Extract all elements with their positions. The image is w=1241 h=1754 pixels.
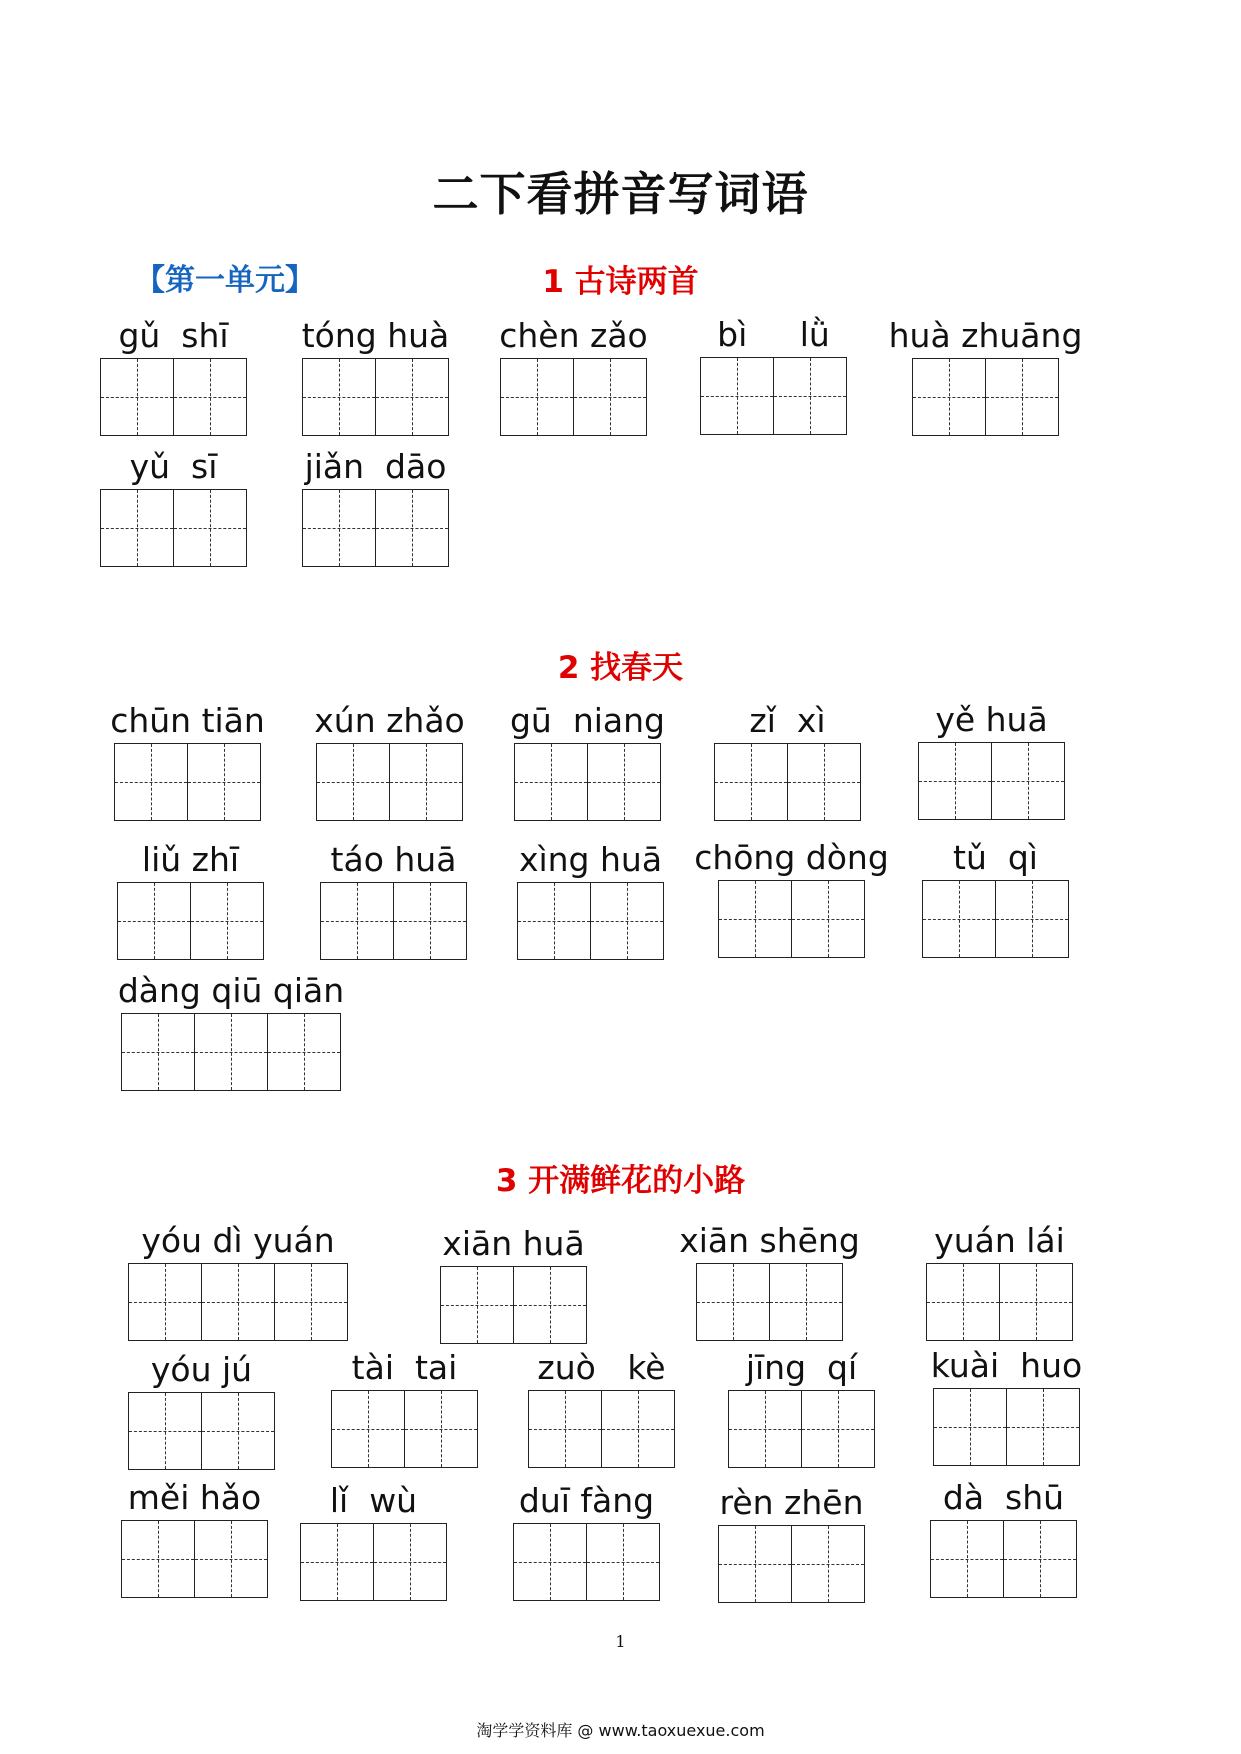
word-entry <box>440 1224 587 1344</box>
tianzige-box <box>587 1523 660 1601</box>
tianzige-box <box>100 489 174 567</box>
pinyin-label: kuài huo <box>930 1346 1083 1385</box>
tianzige-box <box>376 358 449 436</box>
word-entry <box>930 1346 1083 1466</box>
word-entry <box>117 971 345 1091</box>
tianzige-box <box>302 358 376 436</box>
tianzige-box <box>316 743 390 821</box>
word-entry <box>499 316 648 436</box>
word-entry <box>331 1348 478 1468</box>
writing-boxes <box>926 1263 1073 1341</box>
tianzige-box <box>718 880 792 958</box>
tianzige-box <box>714 743 788 821</box>
word-entry <box>513 1481 660 1601</box>
writing-boxes <box>918 742 1065 820</box>
tianzige-box <box>405 1390 478 1468</box>
tianzige-box <box>331 1390 405 1468</box>
word-entry <box>128 1350 275 1470</box>
writing-boxes <box>922 880 1069 958</box>
pinyin-label: tóng huà <box>301 316 450 355</box>
tianzige-box <box>121 1013 195 1091</box>
tianzige-box <box>926 1263 1000 1341</box>
pinyin-label: yóu jú <box>150 1350 253 1389</box>
tianzige-box <box>128 1392 202 1470</box>
pinyin-label: chōng dòng <box>694 838 889 877</box>
pinyin-label: yuán lái <box>934 1221 1065 1260</box>
pinyin-label: yǔ sī <box>129 447 218 486</box>
pinyin-label: jīng qí <box>745 1348 858 1387</box>
pinyin-label: zuò kè <box>537 1348 666 1387</box>
tianzige-box <box>302 489 376 567</box>
writing-boxes <box>128 1263 348 1341</box>
tianzige-box <box>202 1263 275 1341</box>
tianzige-box <box>1007 1388 1080 1466</box>
lesson-title-3: 3 开满鲜花的小路 <box>495 1163 746 1199</box>
tianzige-box <box>195 1013 268 1091</box>
writing-boxes <box>302 358 449 436</box>
writing-boxes <box>331 1390 478 1468</box>
pinyin-label: jiǎn dāo <box>304 447 447 486</box>
word-entry <box>888 316 1083 436</box>
word-entry <box>714 701 861 821</box>
tianzige-box <box>300 1523 374 1601</box>
pinyin-label: gǔ shī <box>118 316 229 355</box>
word-entry <box>117 840 264 960</box>
pinyin-label: lǐ wù <box>329 1481 418 1520</box>
writing-boxes <box>728 1390 875 1468</box>
pinyin-label: xún zhǎo <box>314 701 465 740</box>
tianzige-box <box>114 743 188 821</box>
tianzige-box <box>394 882 467 960</box>
page-number: 1 <box>615 1632 626 1651</box>
word-entry <box>300 1481 447 1601</box>
writing-boxes <box>316 743 463 821</box>
writing-boxes <box>718 1525 865 1603</box>
tianzige-box <box>992 742 1065 820</box>
tianzige-box <box>202 1392 275 1470</box>
pinyin-label: táo huā <box>330 840 457 879</box>
tianzige-box <box>788 743 861 821</box>
tianzige-box <box>513 1523 587 1601</box>
word-entry <box>110 701 265 821</box>
writing-boxes <box>128 1392 275 1470</box>
word-entry <box>320 840 467 960</box>
word-entry <box>922 838 1069 958</box>
tianzige-box <box>514 743 588 821</box>
tianzige-box <box>912 358 986 436</box>
pinyin-label: dàng qiū qiān <box>117 971 345 1010</box>
tianzige-box <box>718 1525 792 1603</box>
lesson-title-2: 2 找春天 <box>557 650 684 686</box>
writing-boxes <box>933 1388 1080 1466</box>
writing-boxes <box>320 882 467 960</box>
tianzige-box <box>728 1390 802 1468</box>
tianzige-box <box>275 1263 348 1341</box>
pinyin-label: xiān huā <box>442 1224 585 1263</box>
tianzige-box <box>792 1525 865 1603</box>
tianzige-box <box>1000 1263 1073 1341</box>
pinyin-label: tǔ qì <box>953 838 1038 877</box>
word-entry <box>302 447 449 567</box>
pinyin-label: bì lǜ <box>717 315 830 354</box>
tianzige-box <box>514 1266 587 1344</box>
writing-boxes <box>513 1523 660 1601</box>
writing-boxes <box>302 489 449 567</box>
word-entry <box>301 316 450 436</box>
tianzige-box <box>986 358 1059 436</box>
tianzige-box <box>440 1266 514 1344</box>
tianzige-box <box>574 358 647 436</box>
word-entry <box>121 1478 268 1598</box>
writing-boxes <box>117 882 264 960</box>
tianzige-box <box>390 743 463 821</box>
word-entry <box>718 1483 865 1603</box>
pinyin-label: chèn zǎo <box>499 316 648 355</box>
tianzige-box <box>121 1520 195 1598</box>
tianzige-box <box>191 882 264 960</box>
pinyin-label: chūn tiān <box>110 701 265 740</box>
tianzige-box <box>528 1390 602 1468</box>
word-entry <box>128 1221 348 1341</box>
tianzige-box <box>996 880 1069 958</box>
writing-boxes <box>114 743 261 821</box>
word-entry <box>728 1348 875 1468</box>
writing-boxes <box>700 357 847 435</box>
pinyin-label: dà shū <box>942 1478 1065 1517</box>
tianzige-box <box>195 1520 268 1598</box>
word-entry <box>314 701 465 821</box>
page-title: 二下看拼音写词语 <box>432 167 809 221</box>
pinyin-label: měi hǎo <box>127 1478 262 1517</box>
tianzige-box <box>591 882 664 960</box>
writing-boxes <box>100 489 247 567</box>
tianzige-box <box>930 1520 1004 1598</box>
pinyin-label: liǔ zhī <box>141 840 240 879</box>
pinyin-label: xiān shēng <box>679 1221 860 1260</box>
tianzige-box <box>774 357 847 435</box>
tianzige-box <box>770 1263 843 1341</box>
lesson-title-1: 1 古诗两首 <box>542 264 699 300</box>
writing-boxes <box>912 358 1059 436</box>
writing-boxes <box>517 882 664 960</box>
word-entry <box>509 701 665 821</box>
word-entry <box>694 838 889 958</box>
writing-boxes <box>500 358 647 436</box>
writing-boxes <box>440 1266 587 1344</box>
writing-boxes <box>696 1263 843 1341</box>
word-entry <box>926 1221 1073 1341</box>
tianzige-box <box>174 358 247 436</box>
footer-watermark: 淘学学资料库 @ www.taoxuexue.com <box>476 1721 765 1740</box>
word-entry <box>930 1478 1077 1598</box>
word-entry <box>700 315 847 435</box>
writing-boxes <box>300 1523 447 1601</box>
writing-boxes <box>718 880 865 958</box>
pinyin-label: xìng huā <box>518 840 663 879</box>
tianzige-box <box>696 1263 770 1341</box>
pinyin-label: duī fàng <box>518 1481 655 1520</box>
writing-boxes <box>528 1390 675 1468</box>
tianzige-box <box>320 882 394 960</box>
tianzige-box <box>188 743 261 821</box>
tianzige-box <box>588 743 661 821</box>
word-entry <box>679 1221 860 1341</box>
pinyin-label: gū niang <box>509 701 665 740</box>
tianzige-box <box>922 880 996 958</box>
tianzige-box <box>517 882 591 960</box>
pinyin-label: rèn zhēn <box>719 1483 864 1522</box>
pinyin-label: zǐ xì <box>749 701 826 740</box>
writing-boxes <box>121 1013 341 1091</box>
word-entry <box>100 447 247 567</box>
tianzige-box <box>128 1263 202 1341</box>
writing-boxes <box>714 743 861 821</box>
pinyin-label: huà zhuāng <box>888 316 1083 355</box>
word-entry <box>100 316 247 436</box>
tianzige-box <box>500 358 574 436</box>
unit-label: 【第一单元】 <box>135 263 315 298</box>
tianzige-box <box>268 1013 341 1091</box>
tianzige-box <box>802 1390 875 1468</box>
word-entry <box>517 840 664 960</box>
word-entry <box>528 1348 675 1468</box>
writing-boxes <box>514 743 661 821</box>
tianzige-box <box>100 358 174 436</box>
pinyin-label: yě huā <box>935 700 1048 739</box>
tianzige-box <box>376 489 449 567</box>
writing-boxes <box>121 1520 268 1598</box>
tianzige-box <box>792 880 865 958</box>
tianzige-box <box>602 1390 675 1468</box>
tianzige-box <box>700 357 774 435</box>
writing-boxes <box>930 1520 1077 1598</box>
writing-boxes <box>100 358 247 436</box>
tianzige-box <box>174 489 247 567</box>
tianzige-box <box>933 1388 1007 1466</box>
pinyin-label: yóu dì yuán <box>141 1221 335 1260</box>
tianzige-box <box>117 882 191 960</box>
word-entry <box>918 700 1065 820</box>
tianzige-box <box>1004 1520 1077 1598</box>
tianzige-box <box>374 1523 447 1601</box>
tianzige-box <box>918 742 992 820</box>
pinyin-label: tài tai <box>351 1348 458 1387</box>
